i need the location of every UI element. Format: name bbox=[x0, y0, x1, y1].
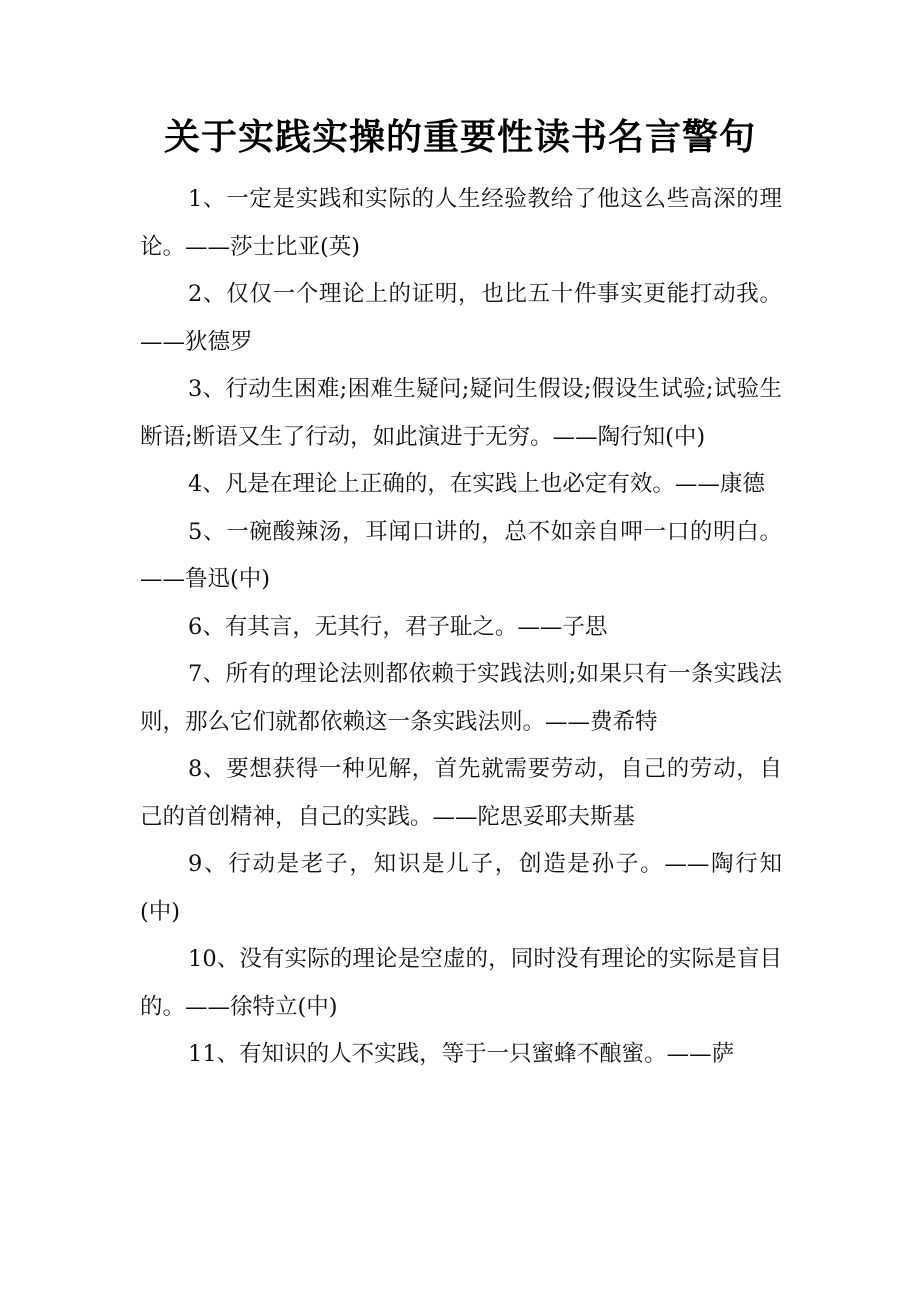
quote-item: 2、仅仅一个理论上的证明，也比五十件事实更能打动我。——狄德罗 bbox=[140, 281, 782, 355]
quote-item: 1、一定是实践和实际的人生经验教给了他这么些高深的理论。——莎士比亚(英) bbox=[140, 186, 782, 260]
quote-list bbox=[140, 176, 782, 1079]
quote-item: 11、有知识的人不实践，等于一只蜜蜂不酿蜜。——萨 bbox=[188, 1041, 735, 1067]
quote-item: 4、凡是在理论上正确的，在实践上也必定有效。——康德 bbox=[188, 471, 765, 497]
quote-item: 7、所有的理论法则都依赖于实践法则;如果只有一条实践法则，那么它们就都依赖这一条实践法则。——费希特 bbox=[140, 661, 782, 735]
quote-item: 10、没有实际的理论是空虚的，同时没有理论的实际是盲目的。——徐特立(中) bbox=[140, 946, 782, 1020]
page-title: 关于实践实操的重要性读书名言警句 bbox=[163, 117, 756, 158]
quote-item: 8、要想获得一种见解，首先就需要劳动，自己的劳动，自己的首创精神，自己的实践。——陀思妥耶夫斯基 bbox=[140, 756, 782, 830]
quote-item: 9、行动是老子，知识是儿子，创造是孙子。——陶行知(中) bbox=[140, 851, 782, 925]
quote-item: 5、一碗酸辣汤，耳闻口讲的，总不如亲自呷一口的明白。——鲁迅(中) bbox=[140, 518, 782, 592]
quote-item: 3、行动生困难;困难生疑问;疑问生假设;假设生试验;试验生断语;断语又生了行动，如此演进于无穷。——陶行知(中) bbox=[140, 376, 782, 450]
quote-item: 6、有其言，无其行，君子耻之。——子思 bbox=[188, 613, 608, 640]
